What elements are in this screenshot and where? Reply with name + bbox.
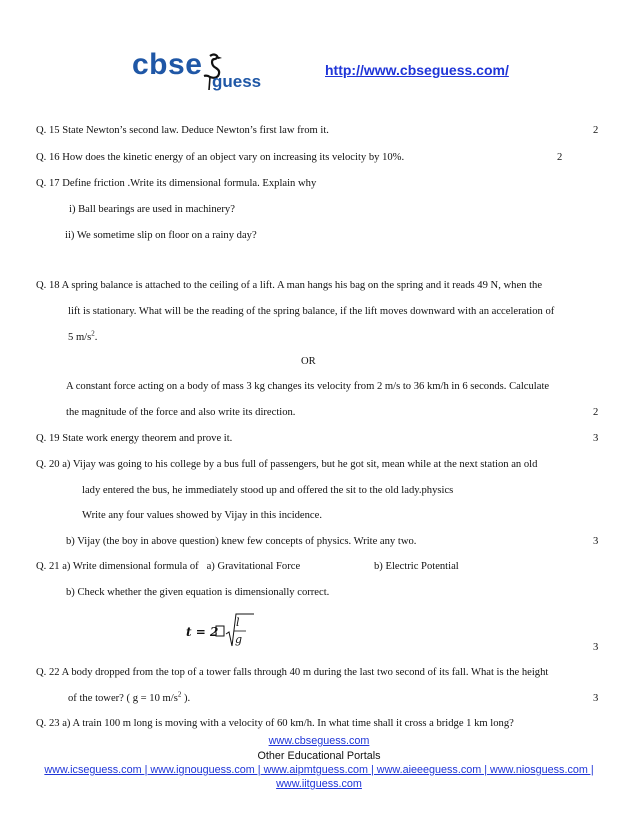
question-17: Q. 17 Define friction .Write its dimensional formula. Explain why: [36, 178, 317, 189]
question-19-marks: 3: [593, 433, 599, 444]
question-21-option-b: b) Electric Potential: [374, 561, 459, 572]
equation-numerator: l: [236, 616, 240, 629]
question-15: Q. 15 State Newton’s second law. Deduce Newton’s first law from it.: [36, 125, 329, 136]
logo-subtext-wrap: [212, 72, 261, 92]
question-22-line-1: Q. 22 A body dropped from the top of a tower falls through 40 m during the last two second of its fall. What is the height: [36, 667, 549, 678]
question-18-alt-line-1: A constant force acting on a body of mass 3 kg changes its velocity from 2 m/s to 36 km/h in 6 seconds. Calculate: [66, 381, 550, 392]
question-21-part-a: Q. 21 a) Write dimensional formula of a) Gravitational Force: [36, 561, 301, 572]
question-16-marks: 2: [557, 152, 563, 163]
question-18-alt-line-2: the magnitude of the force and also write its direction.: [66, 407, 296, 418]
question-18-or: OR: [301, 356, 316, 367]
question-20-line-1: Q. 20 a) Vijay was going to his college by a bus full of passengers, but he got sit, mean while at the next station an old: [36, 459, 538, 470]
header-url-link[interactable]: http://www.cbseguess.com/: [325, 62, 509, 78]
question-19: Q. 19 State work energy theorem and prove it.: [36, 433, 233, 444]
question-22-line-2: of the tower? ( g = 10 $m/s^2$ ).: [68, 690, 191, 704]
question-20-line-2: lady entered the bus, he immediately stood up and offered the sit to the old lady.physics: [82, 485, 454, 496]
question-18-line-1: Q. 18 A spring balance is attached to the ceiling of a lift. A man hangs his bag on the spring and it reads 49 N, when the: [36, 280, 543, 291]
equation: [186, 612, 256, 657]
question-17-part-i: i) Ball bearings are used in machinery?: [69, 204, 235, 215]
footer-portals-line-2: [0, 778, 638, 790]
question-22-marks: 3: [593, 693, 599, 704]
question-17-part-ii: ii) We sometime slip on floor on a rainy day?: [65, 230, 257, 241]
footer-site-link[interactable]: www.cbseguess.com: [268, 735, 370, 747]
question-18-marks: 2: [593, 407, 599, 418]
header-logo: [132, 48, 202, 82]
footer-portals-link-iitguess[interactable]: www.iitguess.com: [276, 778, 362, 790]
question-20-part-b: b) Vijay (the boy in above question) knew few concepts of physics. Write any two.: [66, 536, 417, 547]
question-21-marks: 3: [593, 642, 599, 653]
footer-site: [0, 735, 638, 747]
equation-denominator: g: [235, 633, 243, 646]
logo-subtext: guess: [212, 72, 262, 91]
question-18-line-2: lift is stationary. What will be the reading of the spring balance, if the lift moves downward with an acceleration of: [68, 306, 555, 317]
question-15-marks: 2: [593, 125, 599, 136]
footer-portals-links[interactable]: www.icseguess.com | www.ignouguess.com | www.aipmtguess.com | www.aieeeguess.com | www.niosguess.com |: [44, 764, 594, 776]
footer-portals-label: Other Educational Portals: [257, 750, 381, 762]
question-23: Q. 23 a) A train 100 m long is moving with a velocity of 60 km/h. In what time shall it cross a bridge 1 km long?: [36, 718, 514, 729]
question-21-part-b: b) Check whether the given equation is dimensionally correct.: [66, 587, 330, 598]
question-18-line-3: 5 $m/s^2$.: [68, 329, 98, 343]
equation-graphic: [186, 612, 256, 652]
logo-text: cbse: [132, 48, 203, 81]
question-20-line-3: Write any four values showed by Vijay in this incidence.: [82, 510, 322, 521]
question-20-marks: 3: [593, 536, 599, 547]
footer-portals-line: [0, 764, 638, 776]
question-16: Q. 16 How does the kinetic energy of an object vary on increasing its velocity by 10%.: [36, 152, 405, 163]
equation-lhs: t = 2: [186, 625, 219, 639]
